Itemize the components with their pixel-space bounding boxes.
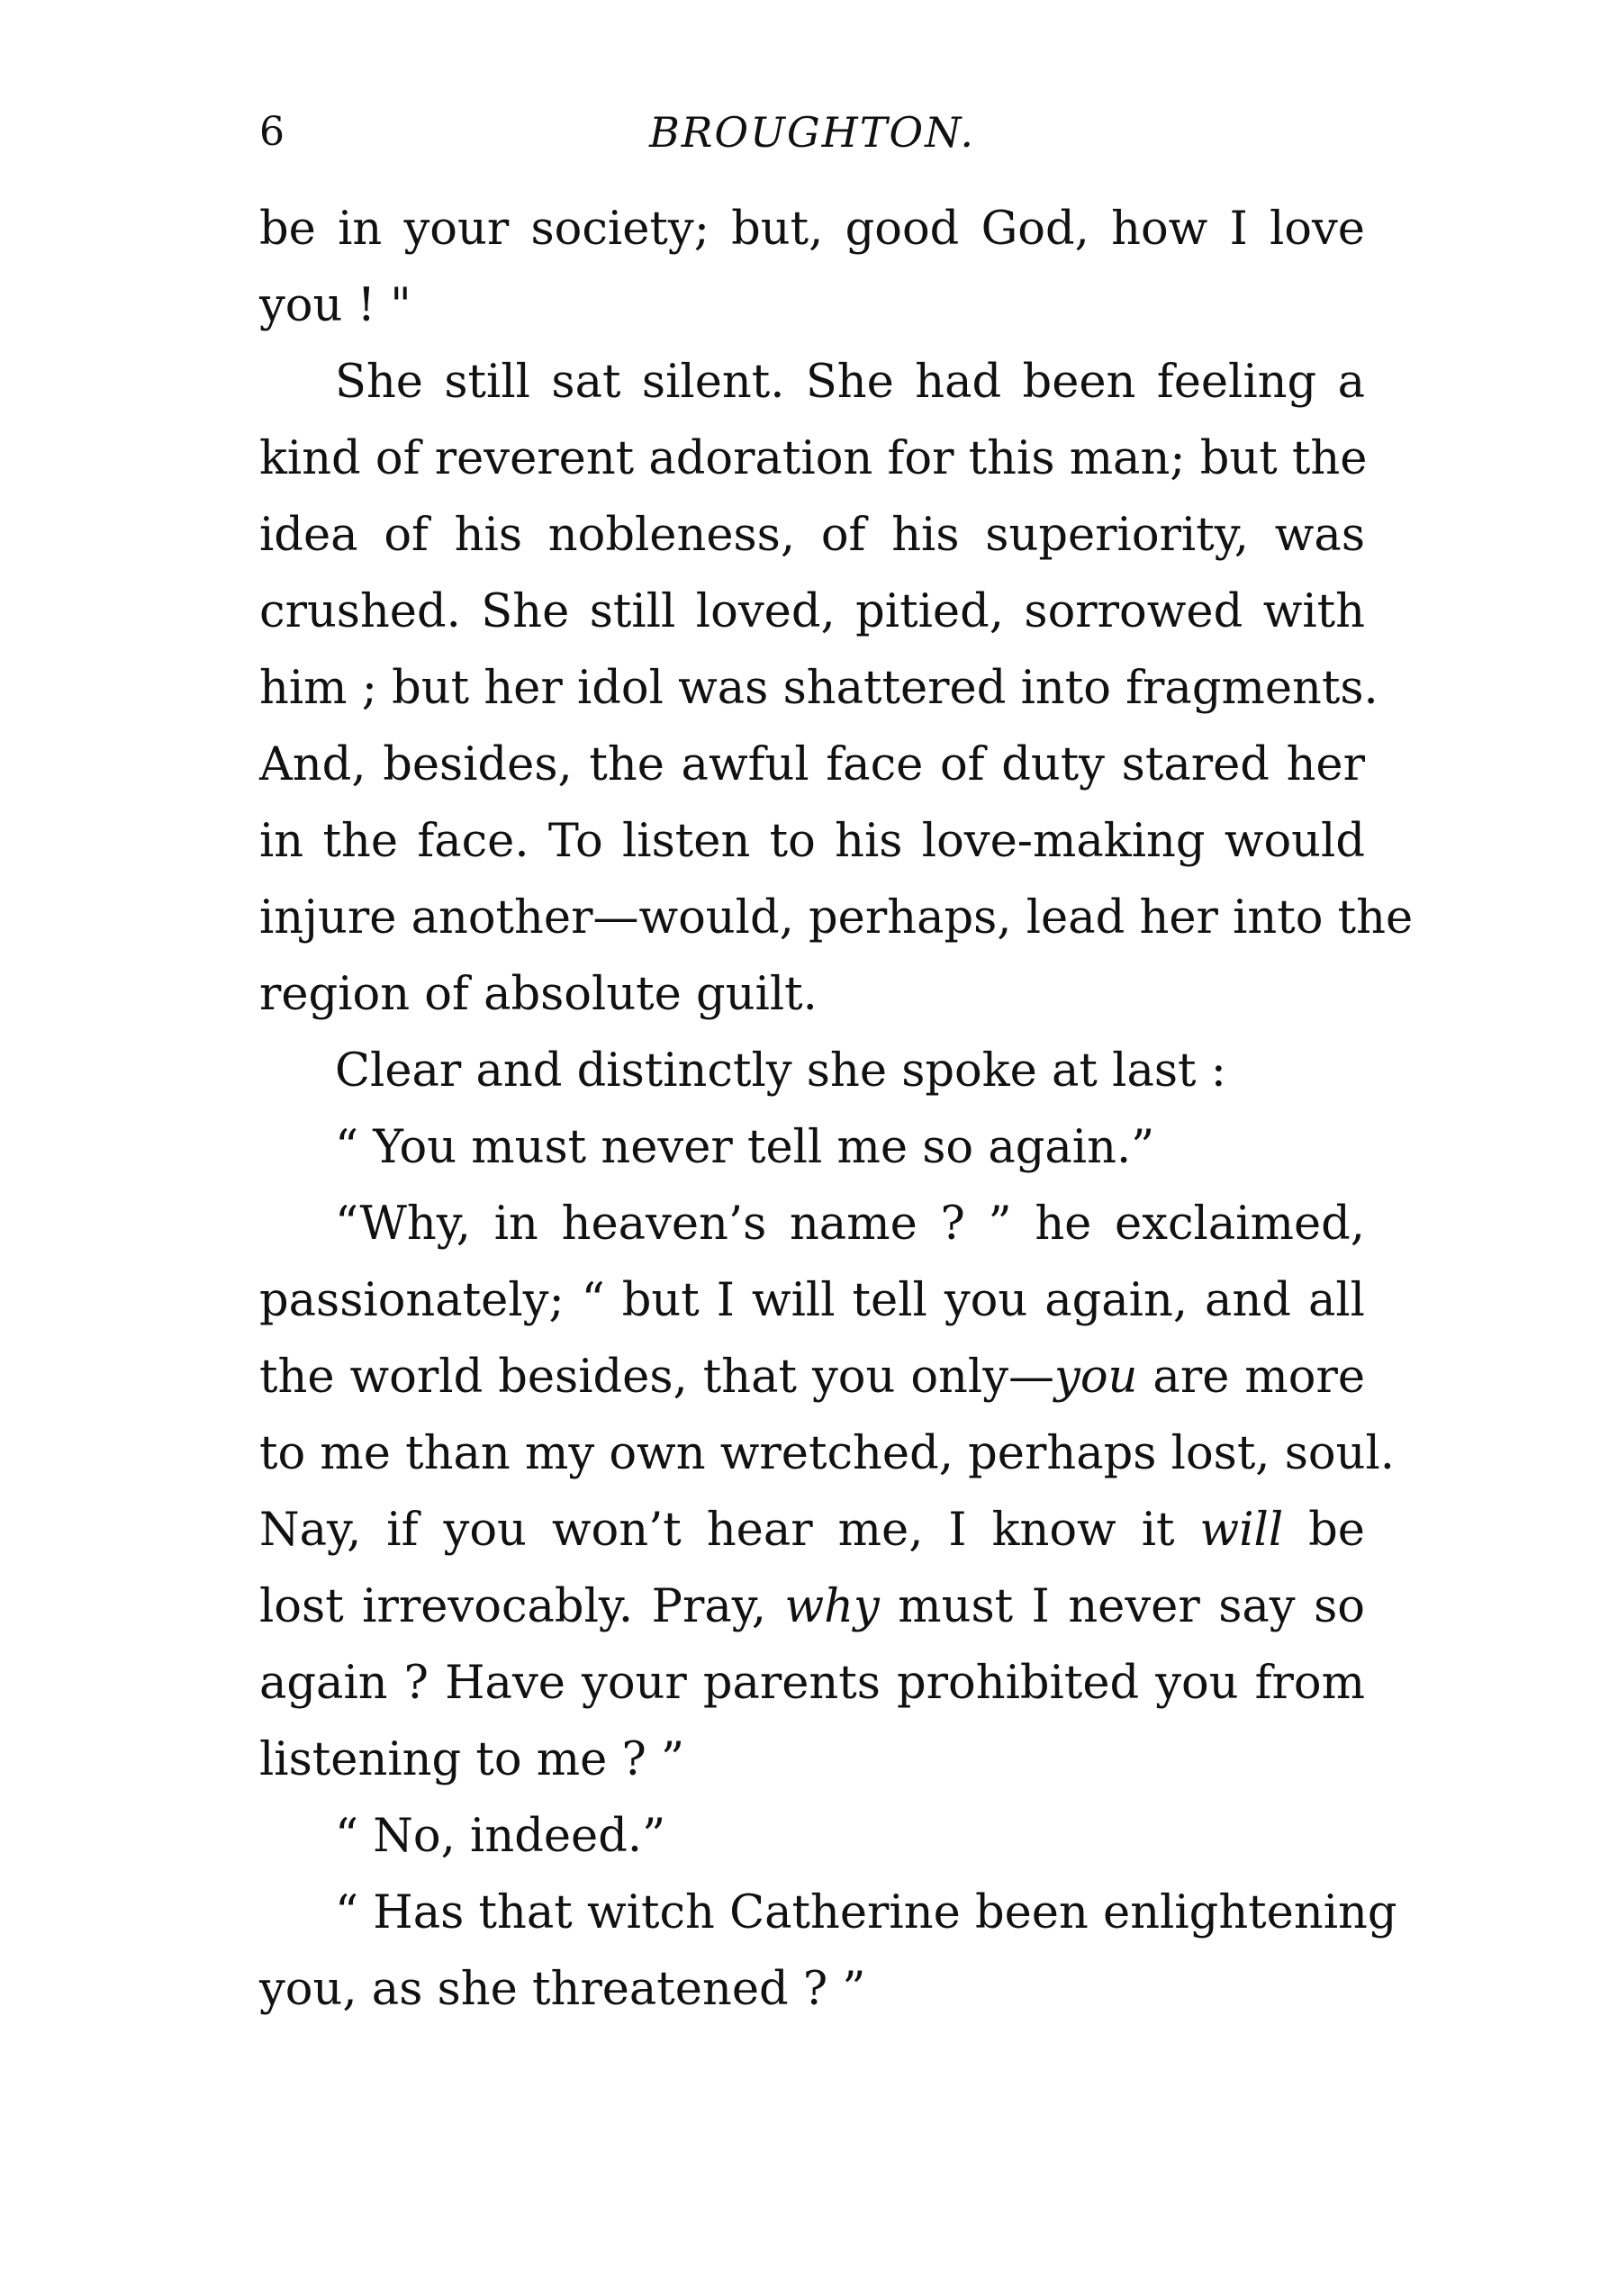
running-title: BROUGHTON. xyxy=(648,108,976,157)
text-line: in the face. To listen to his love-making would xyxy=(259,815,1365,868)
italic-word: will xyxy=(1199,1504,1284,1557)
text-line: “ You must never tell me so again.” xyxy=(335,1121,1155,1174)
text-line xyxy=(259,1568,1365,1645)
page-header xyxy=(259,101,1365,164)
text-line: crushed. She still loved, pitied, sorrowed with xyxy=(259,585,1365,638)
text-segment: must I never say so xyxy=(879,1580,1365,1633)
text-line: idea of his nobleness, of his superiority, was xyxy=(259,509,1365,562)
text-segment: the world besides, that you only— xyxy=(259,1351,1055,1404)
text-segment: lost irrevocably. Pray, xyxy=(259,1580,785,1633)
paragraph xyxy=(259,1109,1365,1186)
paragraph xyxy=(259,1186,1395,1798)
text-line: She still sat silent. She had been feeling a xyxy=(335,356,1365,409)
paragraph xyxy=(259,1798,1365,1875)
text-line: And, besides, the awful face of duty stared her xyxy=(259,738,1365,791)
text-line: “ No, indeed.” xyxy=(335,1810,666,1863)
text-line: to me than my own wretched, perhaps lost, soul. xyxy=(259,1427,1395,1480)
text-segment: be xyxy=(1283,1504,1365,1557)
text-line: kind of reverent adoration for this man; but the xyxy=(259,432,1368,485)
paragraph xyxy=(259,1875,1397,2028)
text-line: you ! " xyxy=(259,279,411,332)
text-line: passionately; “ but I will tell you again, and all xyxy=(259,1274,1365,1327)
italic-word: you xyxy=(1054,1351,1138,1404)
body-text xyxy=(259,191,1414,2028)
text-segment: are more xyxy=(1137,1351,1366,1404)
text-line: again ? Have your parents prohibited you from xyxy=(259,1657,1365,1710)
paragraph xyxy=(259,1033,1365,1109)
page-number: 6 xyxy=(259,109,285,155)
text-line xyxy=(259,1492,1365,1568)
text-line: injure another—would, perhaps, lead her into the xyxy=(259,891,1414,945)
text-line: listening to me ? ” xyxy=(259,1733,685,1786)
paragraph xyxy=(259,191,1365,344)
text-line: “Why, in heaven’s name ? ” he exclaimed, xyxy=(335,1198,1365,1251)
text-line: “ Has that witch Catherine been enlightening xyxy=(335,1886,1397,1939)
italic-word: why xyxy=(784,1580,880,1633)
text-line: him ; but her idol was shattered into fragments. xyxy=(259,662,1378,715)
text-line: Clear and distinctly she spoke at last : xyxy=(335,1044,1226,1098)
text-segment: Nay, if you won’t hear me, I know it xyxy=(259,1504,1200,1557)
text-line: region of absolute guilt. xyxy=(259,968,818,1021)
text-line: be in your society; but, good God, how I love xyxy=(259,203,1365,256)
text-line: you, as she threatened ? ” xyxy=(259,1963,866,2016)
text-line xyxy=(259,1339,1365,1415)
paragraph xyxy=(259,344,1414,1033)
